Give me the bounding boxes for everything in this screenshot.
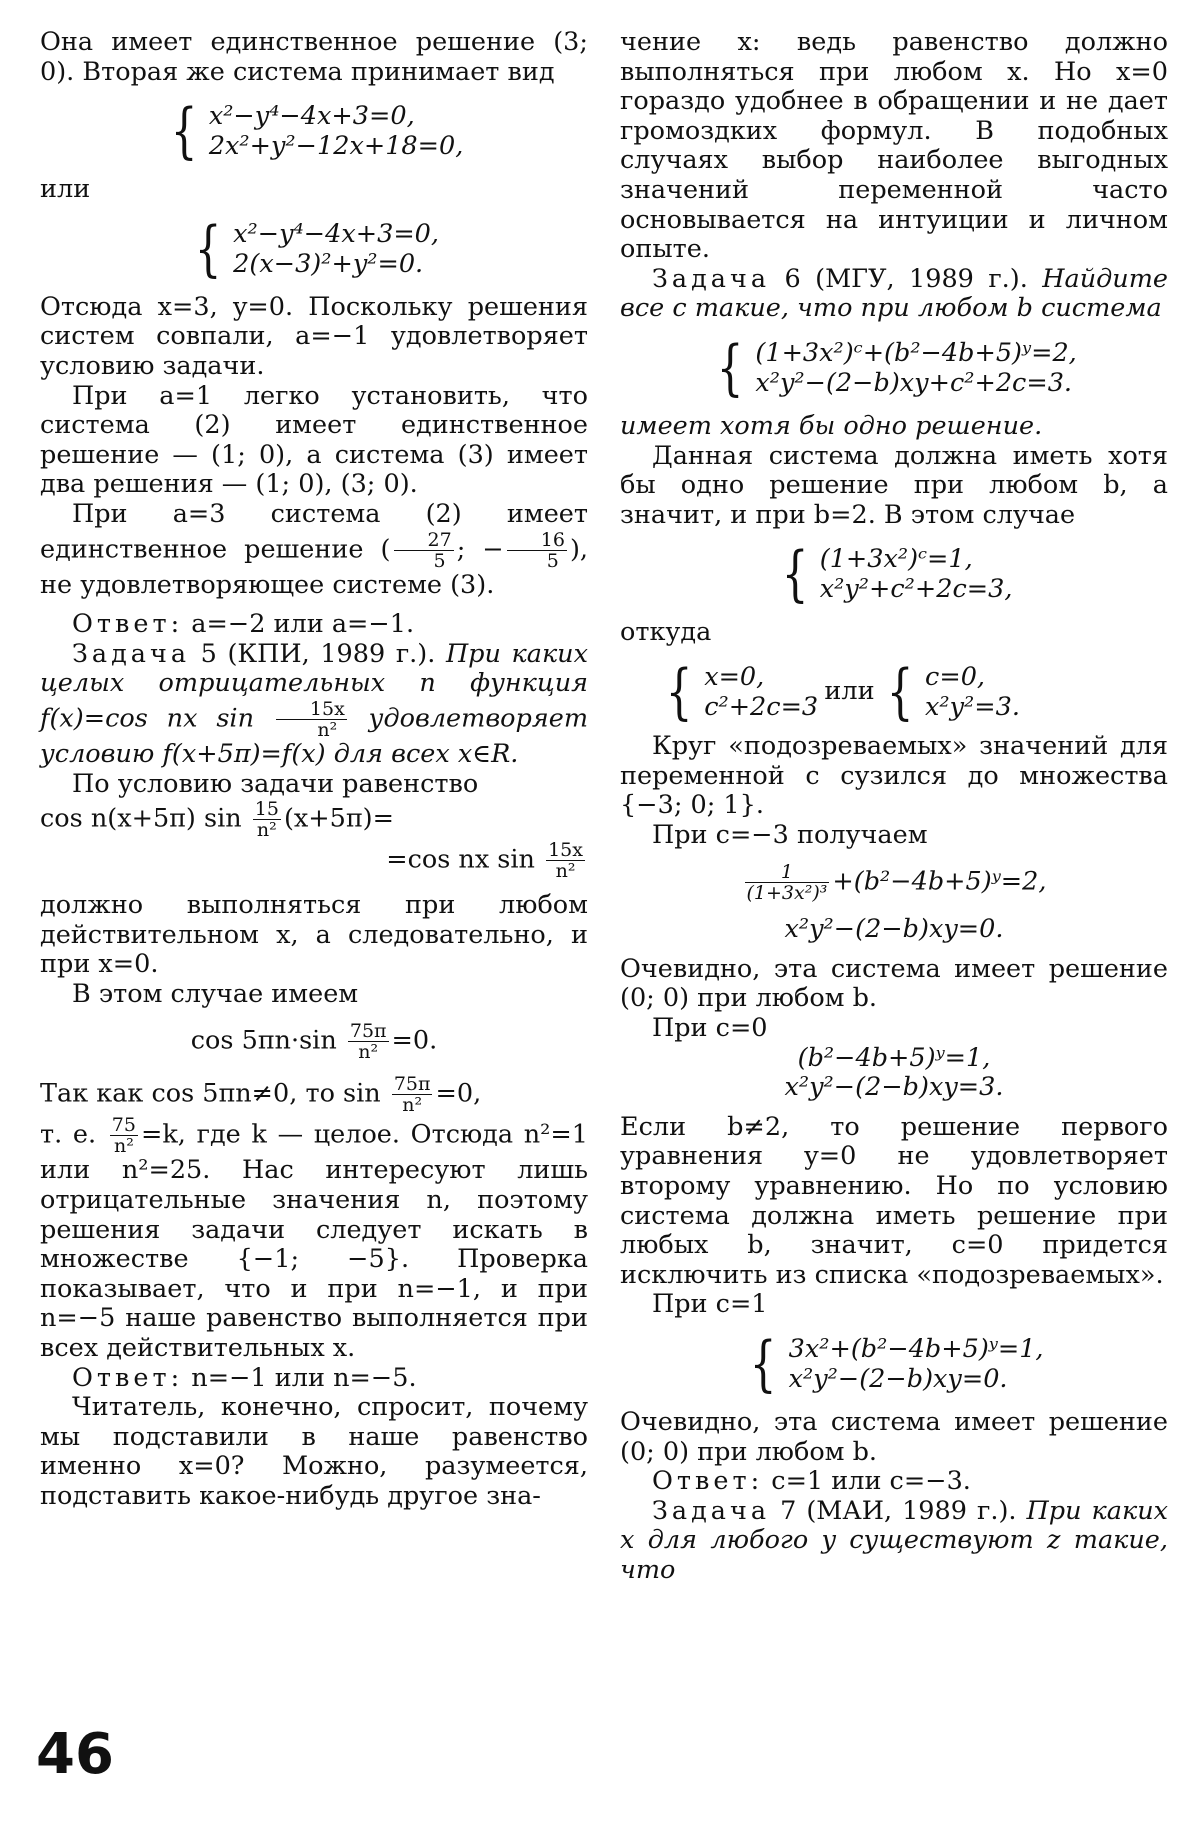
- paragraph: При a=3 система (2) имеет единственное решение ( $\frac{27}{5}$ ; − $\frac{16}{5}$ ), не удовлетворяющее системе (3).: [40, 498, 588, 600]
- paragraph: Так как cos 5πn≠0, то sin $\frac{75\pi}{\text{n²}}$ =0,: [40, 1073, 482, 1117]
- equation-line: x²y²−(2−b)xy=0.: [784, 914, 1004, 945]
- equation-line: (b²−4b+5)ʸ=1,: [797, 1042, 991, 1073]
- equation-system: [660, 656, 819, 727]
- or-word: или: [824, 676, 875, 707]
- fraction: $\frac{27}{5}$: [394, 530, 454, 571]
- answer: Ответ: c=1 или c=−3.: [652, 1466, 971, 1497]
- paragraph: Круг «подозреваемых» значений для переменной c сузился до множества {−3; 0; 1}.: [620, 730, 1168, 821]
- paragraph: Читатель, конечно, спросит, почему мы подставили в наше равенство именно x=0? Можно, разумеется, подставить какое-нибудь другое зна-: [40, 1392, 588, 1511]
- fraction: $\frac{16}{5}$: [507, 530, 567, 571]
- equation-line: x²y²−(2−b)xy=3.: [784, 1072, 1004, 1103]
- equation-line: cos 5πn·sin $\frac{75\pi}{\text{n²}}$ =0.: [190, 1020, 438, 1064]
- paragraph: В этом случае имеем: [72, 978, 359, 1009]
- equation-system: [881, 656, 1020, 727]
- paragraph: Она имеет единственное решение (3; 0). Вторая же система принимает вид: [40, 27, 588, 87]
- fraction: $\frac{1}{\text{(1+3x²)³}}$: [746, 861, 828, 905]
- equation: x=0,: [704, 661, 765, 692]
- equation-system: [620, 539, 1168, 610]
- brace: {: [665, 656, 693, 727]
- brace: {: [716, 332, 744, 403]
- paragraph: должно выполняться при любом действительном x, а следовательно, и при x=0.: [40, 890, 588, 980]
- fraction: $\frac{75\pi}{\text{n²}}$: [393, 1073, 431, 1117]
- equation: x²y²+c²+2c=3,: [819, 574, 1013, 605]
- paragraph: Очевидно, эта система имеет решение (0; 0) при любом b.: [620, 1407, 1168, 1467]
- paragraph: чение x: ведь равенство должно выполняться при любом x. Но x=0 гораздо удобнее в обращении и не дает громоздких формул. В подобных случаях выбор наиболее выгодных значений переменной часто основывается на интуиции и личном опыте.: [620, 27, 1168, 265]
- paragraph: Очевидно, эта система имеет решение (0; 0) при любом b.: [620, 953, 1168, 1014]
- paragraph: откуда: [620, 617, 712, 648]
- fraction: $\frac{15x}{\text{n²}}$: [276, 699, 347, 740]
- fraction: $\frac{75\pi}{\text{n²}}$: [349, 1020, 387, 1064]
- task-statement: Задача 5 (КПИ, 1989 г.). При каких целых отрицательных n функция f(x)=cos nx sin $\frac{15x}{\text{n²}}$ удовлетворяет условию f(x+5π)=f(x) для всех x∈R.: [40, 638, 588, 769]
- equation: 3x²+(b²−4b+5)ʸ=1,: [788, 1334, 1044, 1364]
- answer: Ответ: a=−2 или a=−1.: [72, 609, 415, 640]
- equation-system: [40, 96, 588, 167]
- paragraph: Данная система должна иметь хотя бы одно решение при любом b, а значит, и при b=2. В этом случае: [620, 440, 1168, 530]
- brace: {: [194, 213, 222, 284]
- paragraph: При a=1 легко установить, что система (2) имеет единственное решение — (1; 0), а система (3) имеет два решения — (1; 0), (3; 0).: [40, 380, 588, 500]
- equation: x²y²=3.: [925, 691, 1020, 722]
- alternative-systems: [660, 656, 1020, 727]
- answer: Ответ: n=−1 или n=−5.: [72, 1362, 417, 1393]
- brace: {: [170, 96, 198, 167]
- fraction: $\frac{15x}{\text{n²}}$: [548, 839, 583, 883]
- paragraph: При c=0: [652, 1013, 768, 1044]
- paragraph: При c=1: [652, 1289, 768, 1320]
- equation-line: =cos nx sin $\frac{15x}{\text{n²}}$: [386, 839, 583, 883]
- equation: (1+3x²)ᶜ+(b²−4b+5)ʸ=2,: [755, 337, 1077, 368]
- paragraph: имеет хотя бы одно решение.: [620, 410, 1043, 441]
- equation: x²y²−(2−b)xy=0.: [788, 1364, 1008, 1394]
- right-column: [620, 28, 1168, 1586]
- paragraph: Отсюда x=3, y=0. Поскольку решения систем совпали, a=−1 удовлетворяет условию задачи.: [40, 291, 588, 381]
- equation-system: [40, 213, 588, 284]
- brace: {: [886, 656, 914, 727]
- equation-line: cos n(x+5π) sin $\frac{15}{\text{n²}}$ (x+5π)=: [40, 798, 394, 842]
- fraction: $\frac{75}{\text{n²}}$: [111, 1114, 136, 1158]
- paragraph: или: [40, 174, 91, 205]
- task-statement: Задача 6 (МГУ, 1989 г.). Найдите все c такие, что при любом b система: [620, 263, 1169, 324]
- brace: {: [781, 539, 809, 610]
- paragraph: По условию задачи равенство: [72, 768, 479, 799]
- equation: x²−y⁴−4x+3=0,: [208, 101, 415, 132]
- equation: 2x²+y²−12x+18=0,: [208, 131, 464, 162]
- equation-system: [620, 1329, 1168, 1399]
- equation: (1+3x²)ᶜ=1,: [819, 544, 973, 575]
- brace: {: [750, 1329, 777, 1399]
- paragraph: Если b≠2, то решение первого уравнения y=0 не удовлетворяет второму уравнению. Но по условию система должна иметь решение при любых b, значит, c=0 придется исключить из списка «подозреваемых».: [620, 1111, 1168, 1290]
- paragraph: т. е. $\frac{75}{\text{n²}}$ =k, где k — целое. Отсюда n²=1 или n²=25. Нас интересуют лишь отрицательные значения n, поэтому решения задачи следует искать в множестве {−1; −5}. Проверка показывает, что и при n=−1, и при n=−5 наше равенство выполняется при всех действительных x.: [40, 1114, 588, 1364]
- equation: x²y²−(2−b)xy+c²+2c=3.: [755, 367, 1073, 398]
- equation: x²−y⁴−4x+3=0,: [233, 218, 440, 249]
- equation: 2(x−3)²+y²=0.: [233, 248, 424, 279]
- equation: c=0,: [925, 661, 986, 692]
- fraction: $\frac{15}{\text{n²}}$: [254, 798, 279, 842]
- page-number: 46: [36, 1722, 114, 1787]
- paragraph: При c=−3 получаем: [652, 819, 928, 850]
- task-statement: Задача 7 (МАИ, 1989 г.). При каких x для любого y существуют z такие, что: [620, 1495, 1169, 1585]
- left-column: [40, 28, 588, 1512]
- equation: c²+2c=3: [704, 691, 819, 722]
- equation-system: [620, 332, 1168, 403]
- equation-line: $\frac{1}{\text{(1+3x²)³}}$ +(b²−4b+5)ʸ=2,: [746, 861, 1047, 905]
